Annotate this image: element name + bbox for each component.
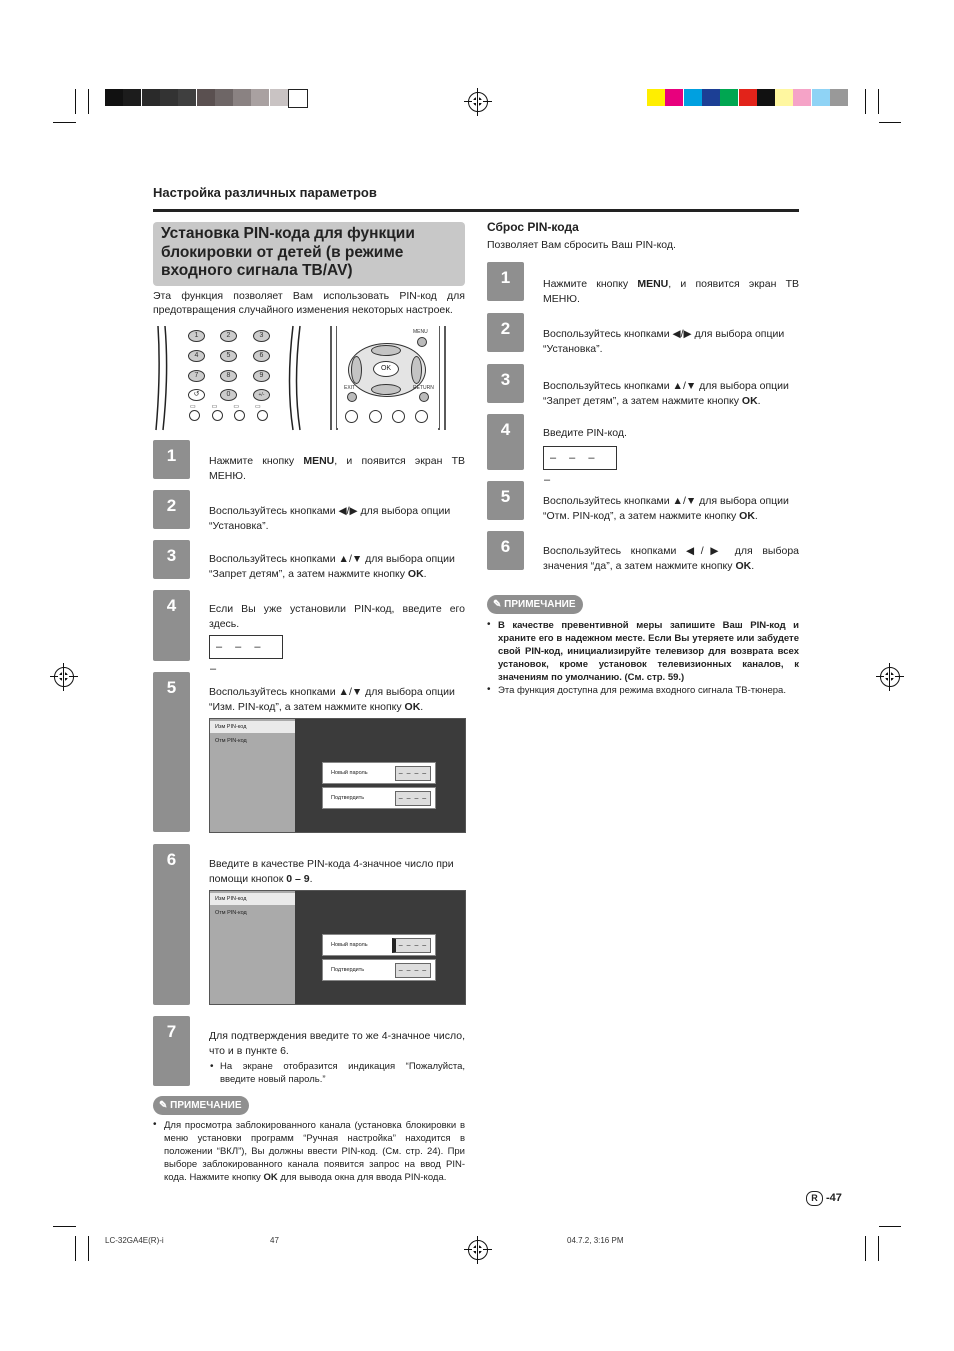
- remote-key-5: 5: [220, 350, 237, 362]
- right-heading: Сброс PIN-кода: [487, 220, 579, 234]
- left-step-1-number: 1: [153, 440, 190, 479]
- remote-color-keys: [345, 410, 435, 424]
- gray-bars-swatch: [288, 89, 308, 108]
- gray-bars-swatch: [160, 89, 178, 106]
- pin-change-screen-1: [209, 718, 466, 833]
- color-bars-swatch: [647, 89, 665, 106]
- left-note-bullet: •: [153, 1119, 157, 1130]
- left-step-4-text: Если Вы уже установили PIN-код, введите его здесь.: [209, 603, 465, 630]
- screen-menu: [210, 891, 295, 1004]
- color-bars-swatch: [739, 89, 757, 106]
- footer-page: 47: [270, 1236, 279, 1245]
- remote-menu-label: MENU: [413, 329, 428, 335]
- left-step-4-number: 4: [153, 590, 190, 661]
- registration-mark-bottom: [468, 1240, 488, 1260]
- confirm-password-row: [322, 787, 436, 809]
- gray-bars-swatch: [123, 89, 141, 106]
- new-password-label: Новый пароль: [331, 770, 368, 776]
- left-step-3-text: Воспользуйтесь кнопками ▲/▼ для выбора опции “Запрет детям”, а затем нажмите кнопку OK.: [209, 553, 455, 580]
- confirm-password-label: Подтвердить: [331, 795, 365, 801]
- confirm-password-value: – – – –: [395, 963, 431, 978]
- remote-key-8: 8: [220, 370, 237, 382]
- pin-change-screen-2: [209, 890, 466, 1005]
- color-bars-swatch: [720, 89, 738, 106]
- remote-key-2: 2: [220, 330, 237, 342]
- registration-mark-top: [468, 92, 488, 112]
- remote-key-1: 1: [188, 330, 205, 342]
- gray-bars-swatch: [233, 89, 251, 106]
- remote-key-0: 0: [220, 389, 237, 401]
- region-badge: R: [806, 1191, 823, 1206]
- left-intro: Эта функция позволяет Вам использовать PIN-код для предотвращения случайного изменения некоторых настроек.: [153, 290, 465, 316]
- gray-bars-swatch: [142, 89, 160, 106]
- remote-key-3: 3: [253, 330, 270, 342]
- left-step-4-pin-box: – – – –: [209, 635, 283, 659]
- remote-right-key: [411, 356, 422, 384]
- right-step-4-pin-box: – – – –: [543, 446, 617, 470]
- remote-illustration: [153, 324, 465, 432]
- gray-bars-swatch: [215, 89, 233, 106]
- confirm-password-row: [322, 959, 436, 981]
- remote-exit-label: EXIT: [344, 385, 356, 391]
- left-step-5-number: 5: [153, 672, 190, 832]
- new-password-value: – – – –: [395, 766, 431, 781]
- registration-mark-left: [54, 667, 74, 687]
- page-number: R -47: [806, 1191, 842, 1206]
- color-bars-swatch: [812, 89, 830, 106]
- remote-menu-key: [417, 337, 427, 347]
- remote-down-key: [371, 384, 401, 395]
- menu-item-reset-pin: Отм PIN-код: [215, 738, 247, 744]
- right-subheading: Позволяет Вам сбросить Ваш PIN-код.: [487, 239, 676, 251]
- remote-key-6: 6: [253, 350, 270, 362]
- gray-bars-swatch: [270, 89, 288, 106]
- left-step-1-text: Нажмите кнопку MENU, и появится экран ТВ МЕНЮ.: [209, 455, 465, 482]
- remote-small-keys: [189, 410, 279, 420]
- new-password-label: Новый пароль: [331, 942, 368, 948]
- remote-key-4: 4: [188, 350, 205, 362]
- right-note-1-bullet: •: [487, 619, 491, 630]
- right-step-4-number: 4: [487, 414, 524, 470]
- color-bars-swatch: [775, 89, 793, 106]
- right-step-4-text: Введите PIN-код.: [543, 427, 627, 439]
- left-title-box: [153, 222, 465, 286]
- gray-bars-swatch: [197, 89, 215, 106]
- right-step-3-number: 3: [487, 364, 524, 403]
- menu-item-change-pin: Изм PIN-код: [210, 893, 295, 905]
- left-step-2-number: 2: [153, 490, 190, 529]
- new-password-row: [322, 934, 436, 956]
- gray-bars-swatch: [178, 89, 196, 106]
- right-step-1-number: 1: [487, 262, 524, 301]
- registration-mark-right: [880, 667, 900, 687]
- remote-return-key: [419, 392, 429, 402]
- left-step-2-text: Воспользуйтесь кнопками ◀/▶ для выбора опции “Установка”.: [209, 505, 451, 532]
- new-password-value: – – – –: [392, 938, 431, 953]
- confirm-password-label: Подтвердить: [331, 967, 365, 973]
- color-bars-swatch: [793, 89, 811, 106]
- left-step-6-number: 6: [153, 844, 190, 1005]
- right-note-badge: ✎ ПРИМЕЧАНИЕ: [487, 595, 583, 614]
- color-bars-swatch: [830, 89, 848, 106]
- right-step-2-text: Воспользуйтесь кнопками ◀/▶ для выбора опции “Установка”.: [543, 328, 785, 355]
- note-pencil-icon: ✎: [493, 599, 502, 610]
- new-password-row: [322, 762, 436, 784]
- gray-bars-swatch: [251, 89, 269, 106]
- remote-return-label: RETURN: [413, 385, 434, 391]
- section-title: Настройка различных параметров: [153, 185, 377, 200]
- right-step-6-text: Воспользуйтесь кнопками ◀/▶ для выбора значения “да”, а затем нажмите кнопку OK.: [543, 545, 799, 572]
- gray-bars-swatch: [105, 89, 123, 106]
- left-step-7-subtext: На экране отобразится индикация “Пожалуйста, введите новый пароль.”: [220, 1061, 465, 1085]
- remote-up-key: [371, 345, 401, 356]
- right-note-1: В качестве превентивной меры запишите Ваш PIN-код и храните его в надежном месте. Если Вы утеряете или забудете свой PIN-код, инициализируйте телевизор для возврата всех установок, кроме установок телевизионных каналов, к значениям по умолчанию. (См. стр. 59.): [498, 620, 799, 683]
- menu-item-reset-pin: Отм PIN-код: [215, 910, 247, 916]
- remote-ok-key: OK: [373, 361, 399, 377]
- remote-key-plusminus: +/-: [253, 389, 270, 401]
- color-bars-swatch: [684, 89, 702, 106]
- remote-key-flashback: ↺: [188, 389, 205, 401]
- confirm-password-value: – – – –: [395, 791, 431, 806]
- color-bars-swatch: [702, 89, 720, 106]
- note-pencil-icon: ✎: [159, 1100, 168, 1111]
- color-bars-swatch: [757, 89, 775, 106]
- right-step-5-number: 5: [487, 481, 524, 520]
- remote-small-icons: ▭▭▭▭: [190, 404, 277, 410]
- menu-item-change-pin: Изм PIN-код: [210, 721, 295, 733]
- right-note-2-bullet: •: [487, 684, 491, 695]
- left-step-3-number: 3: [153, 540, 190, 579]
- left-step-7-bullet: •: [210, 1061, 214, 1072]
- color-bars-swatch: [665, 89, 683, 106]
- right-step-6-number: 6: [487, 531, 524, 570]
- header-rule: [153, 209, 799, 212]
- left-step-5-text: Воспользуйтесь кнопками ▲/▼ для выбора опции “Изм. PIN-код”, а затем нажмите кнопку OK.: [209, 686, 455, 713]
- remote-key-9: 9: [253, 370, 270, 382]
- remote-left-key: [351, 356, 362, 384]
- right-note-2: Эта функция доступна для режима входного сигнала ТВ-тюнера.: [498, 685, 786, 696]
- footer-model: LC-32GA4E(R)-i: [105, 1236, 164, 1245]
- remote-key-7: 7: [188, 370, 205, 382]
- screen-menu: [210, 719, 295, 832]
- right-step-1-text: Нажмите кнопку MENU, и появится экран ТВ МЕНЮ.: [543, 278, 799, 305]
- right-step-5-text: Воспользуйтесь кнопками ▲/▼ для выбора опции “Отм. PIN-код”, а затем нажмите кнопку OK.: [543, 495, 789, 522]
- left-note-text: Для просмотра заблокированного канала (установка блокировки в меню установки программ “Ручная настройка” находится в положении “ВКЛ”), Вы должны ввести PIN-код. (См. стр. 24). При выборе заблокированного канала появится запрос на ввод PIN-кода. Нажмите кнопку OK для вывода окна для ввода PIN-кода.: [164, 1120, 465, 1183]
- right-step-2-number: 2: [487, 313, 524, 352]
- left-note-badge: ✎ ПРИМЕЧАНИЕ: [153, 1096, 249, 1115]
- left-step-7-number: 7: [153, 1016, 190, 1086]
- left-title: Установка PIN-кода для функции блокировки от детей (в режиме входного сигнала ТВ/AV): [161, 225, 415, 279]
- remote-exit-key: [347, 392, 357, 402]
- footer-date: 04.7.2, 3:16 PM: [567, 1236, 624, 1245]
- left-step-6-text: Введите в качестве PIN-кода 4-значное число при помощи кнопок 0 – 9.: [209, 858, 454, 885]
- right-step-3-text: Воспользуйтесь кнопками ▲/▼ для выбора опции “Запрет детям”, а затем нажмите кнопку OK.: [543, 380, 789, 407]
- left-step-7-text: Для подтверждения введите то же 4-значное число, что и в пункте 6.: [209, 1030, 465, 1057]
